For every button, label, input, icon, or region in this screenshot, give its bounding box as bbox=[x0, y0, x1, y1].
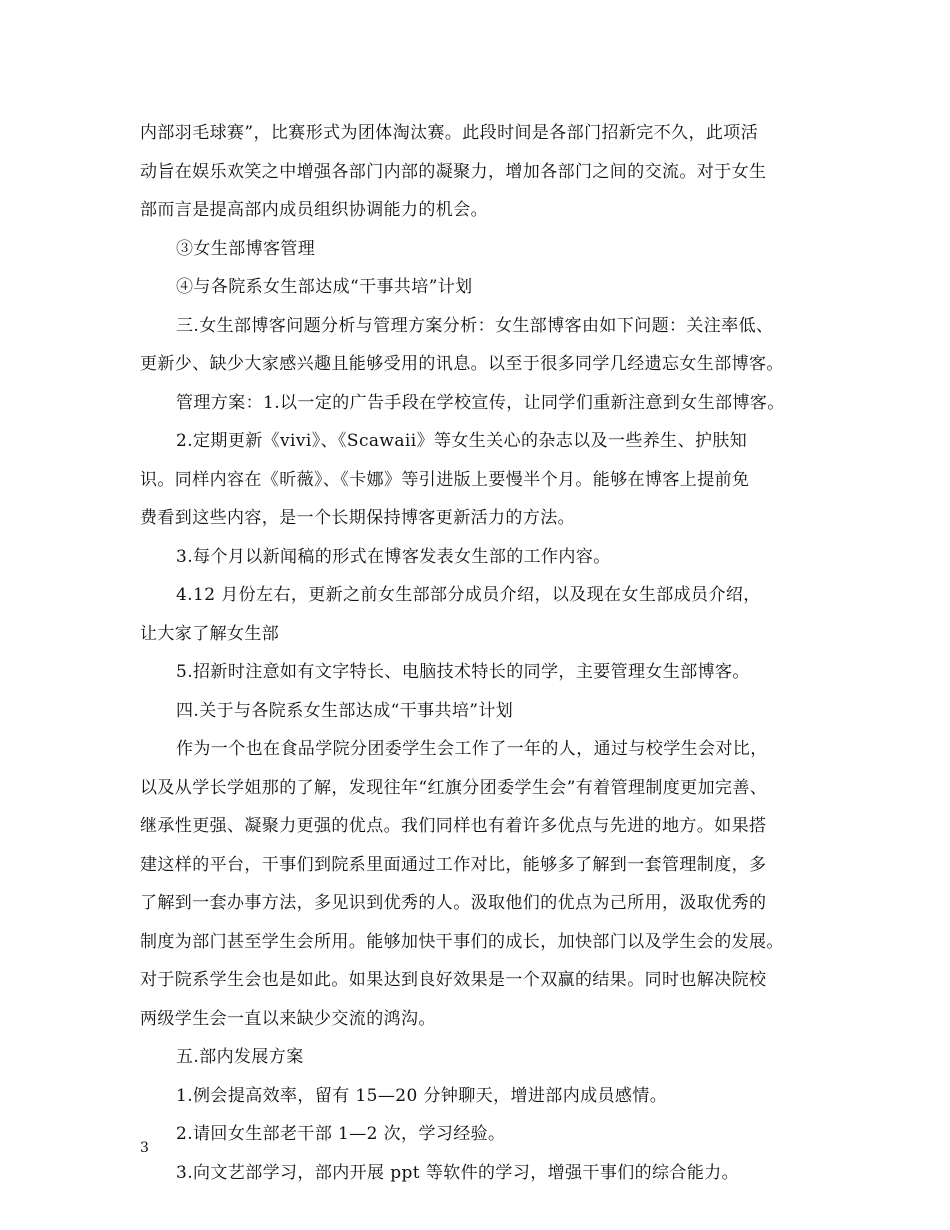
text-line: 管理方案：1.以一定的广告手段在学校宣传，让同学们重新注意到女生部博客。 bbox=[176, 392, 785, 413]
text-line: ③女生部博客管理 bbox=[176, 238, 316, 259]
text-line: ④与各院系女生部达成“干事共培”计划 bbox=[176, 277, 473, 297]
text-line: 2.定期更新《vivi》、《Scawaii》等女生关心的杂志以及一些养生、护肤知 bbox=[176, 431, 748, 451]
text-line: 四.关于与各院系女生部达成“干事共培”计划 bbox=[176, 700, 514, 721]
text-line: 部而言是提高部内成员组织协调能力的机会。 bbox=[140, 200, 488, 220]
text-line: 动旨在娱乐欢笑之中增强各部门内部的凝聚力，增加各部门之间的交流。对于女生 bbox=[140, 161, 767, 182]
text-line: 作为一个也在食品学院分团委学生会工作了一年的人，通过与校学生会对比， bbox=[176, 739, 768, 759]
text-line: 建这样的平台，干事们到院系里面通过工作对比，能够多了解到一套管理制度，多 bbox=[140, 854, 767, 875]
text-line: 内部羽毛球赛”，比赛形式为团体淘汰赛。此段时间是各部门招新完不久，此项活 bbox=[140, 123, 759, 143]
text-line: 更新少、缺少大家感兴趣且能够受用的讯息。以至于很多同学几经遗忘女生部博客。 bbox=[140, 354, 784, 374]
text-line: 两级学生会一直以来缺少交流的鸿沟。 bbox=[140, 1008, 436, 1029]
document-body bbox=[140, 114, 810, 1192]
text-line: 2.请回女生部老干部 1—2 次，学习经验。 bbox=[176, 1124, 506, 1144]
text-line: 三.女生部博客问题分析与管理方案分析：女生部博客由如下问题：关注率低、 bbox=[176, 315, 774, 336]
text-line: 对于院系学生会也是如此。如果达到良好效果是一个双赢的结果。同时也解决院校 bbox=[140, 970, 767, 990]
text-line: 了解到一套办事方法，多见识到优秀的人。汲取他们的优点为己所用，汲取优秀的 bbox=[140, 893, 767, 913]
text-line: 3.向文艺部学习，部内开展 ppt 等软件的学习，增强干事们的综合能力。 bbox=[176, 1162, 740, 1183]
text-line: 4.12 月份左右，更新之前女生部部分成员介绍，以及现在女生部成员介绍， bbox=[176, 585, 761, 605]
text-line: 让大家了解女生部 bbox=[140, 623, 280, 644]
text-line: 以及从学长学姐那的了解，发现往年“红旗分团委学生会”有着管理制度更加完善、 bbox=[140, 777, 768, 798]
page-number: 3 bbox=[140, 1140, 149, 1156]
text-line: 制度为部门甚至学生会所用。能够加快干事们的成长，加快部门以及学生会的发展。 bbox=[140, 931, 784, 952]
text-line: 五.部内发展方案 bbox=[176, 1047, 304, 1067]
text-line: 1.例会提高效率，留有 15—20 分钟聊天，增进部内成员感情。 bbox=[176, 1085, 668, 1106]
text-line: 3.每个月以新闻稿的形式在博客发表女生部的工作内容。 bbox=[176, 546, 611, 567]
text-line: 费看到这些内容，是一个长期保持博客更新活力的方法。 bbox=[140, 508, 575, 528]
text-line: 识。同样内容在《昕薇》、《卡娜》等引进版上要慢半个月。能够在博客上提前免 bbox=[140, 469, 750, 490]
text-line: 继承性更强、凝聚力更强的优点。我们同样也有着许多优点与先进的地方。如果搭 bbox=[140, 816, 767, 836]
text-line: 5.招新时注意如有文字特长、电脑技术特长的同学，主要管理女生部博客。 bbox=[176, 662, 750, 682]
